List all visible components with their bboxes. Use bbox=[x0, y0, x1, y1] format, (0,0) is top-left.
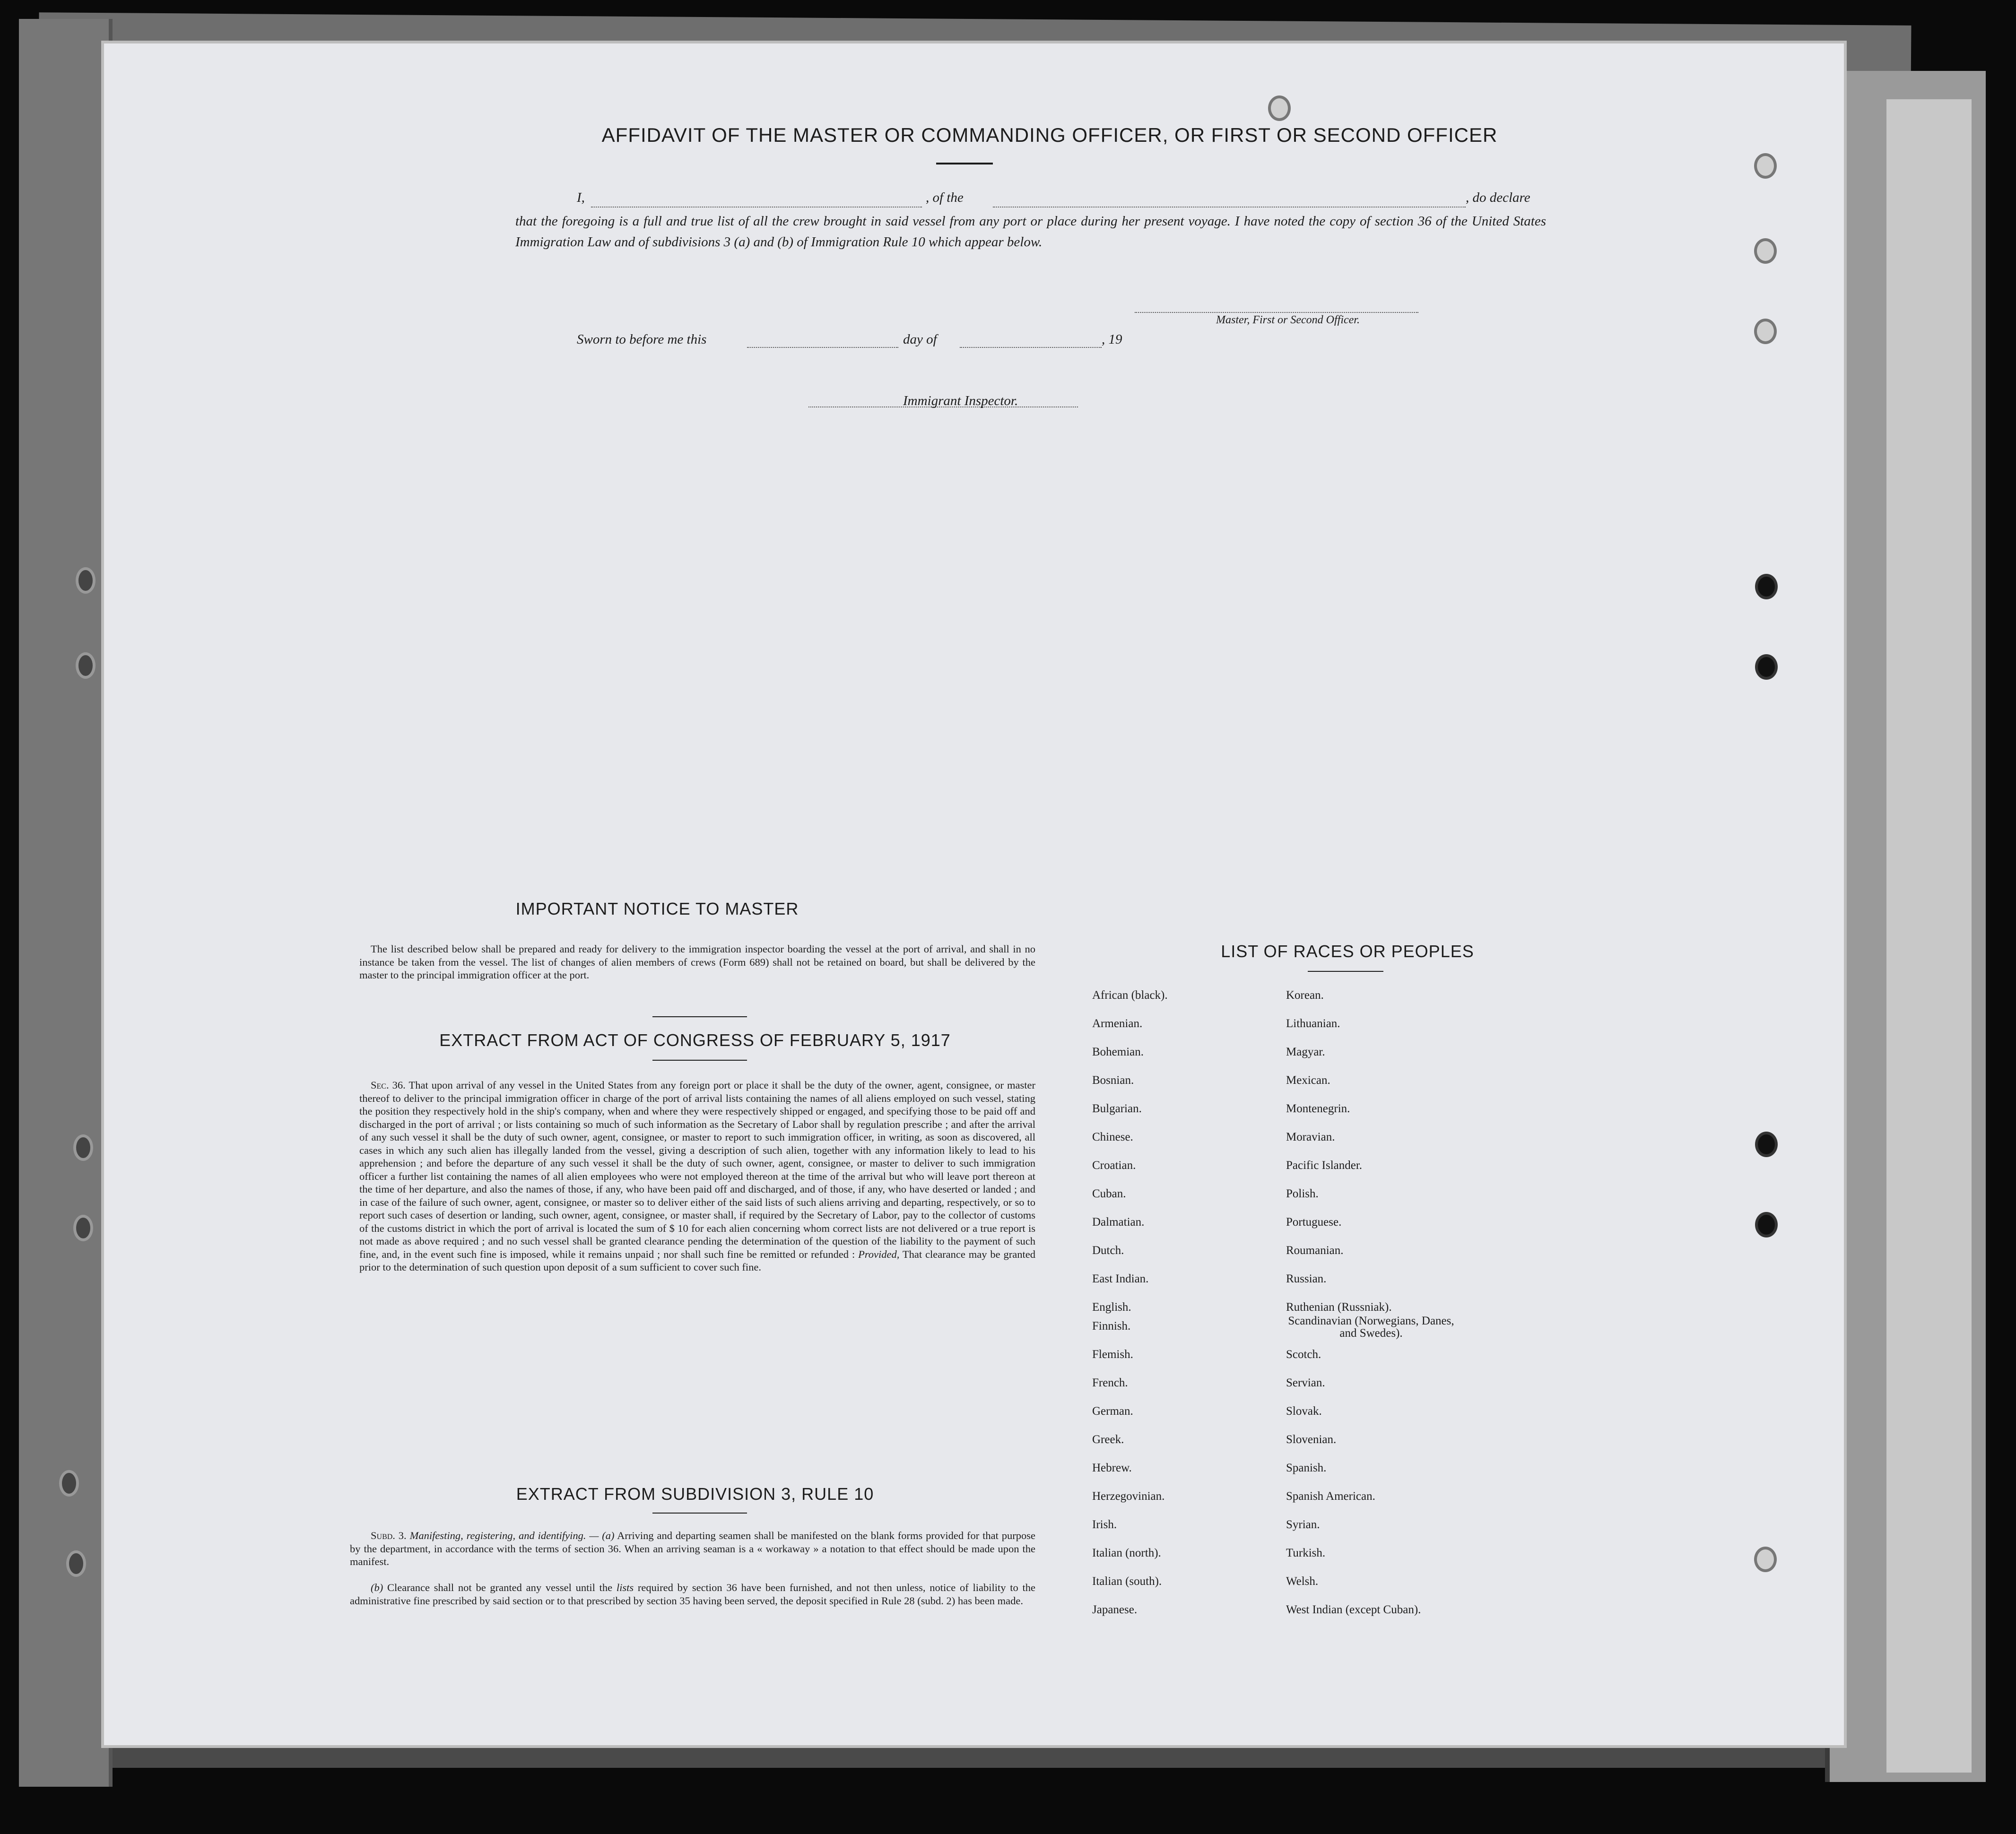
act-provided: Provided, bbox=[858, 1248, 900, 1260]
race-item: Ruthenian (Russniak). bbox=[1286, 1301, 1392, 1314]
rule-a-body: Arriving and departing seamen shall be manifested on the blank forms provided for that purpose by the department, in accordance with the terms of section 36. When an arriving seaman is a « workaway » a notation to that effect should be made upon the manifest. bbox=[350, 1530, 1036, 1567]
sworn-month-blank bbox=[960, 347, 1102, 348]
name-blank bbox=[591, 207, 922, 208]
rule-b-body-1: Clearance shall not be granted any vessel until the bbox=[383, 1582, 617, 1593]
punch-hole bbox=[1754, 1547, 1777, 1572]
race-item: Bosnian. bbox=[1092, 1074, 1134, 1087]
race-item: Magyar. bbox=[1286, 1046, 1325, 1058]
punch-hole bbox=[1754, 319, 1777, 344]
race-item: Croatian. bbox=[1092, 1159, 1136, 1172]
act-title: EXTRACT FROM ACT OF CONGRESS OF FEBRUARY 5, 1917 bbox=[439, 1030, 951, 1050]
race-item: Flemish. bbox=[1092, 1348, 1133, 1361]
divider bbox=[652, 1060, 747, 1061]
race-item: Russian. bbox=[1286, 1272, 1327, 1285]
year-text: , 19 bbox=[1102, 332, 1122, 347]
rule-title: EXTRACT FROM SUBDIVISION 3, RULE 10 bbox=[516, 1484, 874, 1504]
race-item: East Indian. bbox=[1092, 1272, 1149, 1285]
race-item: Spanish American. bbox=[1286, 1490, 1375, 1503]
race-item: Hebrew. bbox=[1092, 1462, 1132, 1474]
race-item: Korean. bbox=[1286, 989, 1324, 1002]
race-item: Slovak. bbox=[1286, 1405, 1322, 1418]
notice-title: IMPORTANT NOTICE TO MASTER bbox=[515, 899, 799, 918]
race-item: Dalmatian. bbox=[1092, 1216, 1145, 1228]
race-item: Italian (north). bbox=[1092, 1547, 1161, 1559]
race-item: Lithuanian. bbox=[1286, 1017, 1340, 1030]
binder-hole bbox=[73, 1215, 93, 1241]
rule-subd-title: Manifesting, registering, and identifying. — (a) bbox=[409, 1530, 615, 1541]
race-item: Servian. bbox=[1286, 1376, 1325, 1389]
binder-strip bbox=[19, 19, 113, 1787]
affidavit-declare: , do declare bbox=[1466, 190, 1530, 205]
race-item: Chinese. bbox=[1092, 1131, 1133, 1143]
punch-hole bbox=[1754, 238, 1777, 264]
rule-b-body-2: required by section 36 have been furnished, and not then unless, notice of liability to the administrative fine prescribed by said section or to that prescribed by section 35 having been served, the deposit specified in Rule 28 (subd. 2) has been made. bbox=[350, 1582, 1035, 1607]
race-item: Herzegovinian. bbox=[1092, 1490, 1165, 1503]
race-item: Cuban. bbox=[1092, 1187, 1126, 1200]
affidavit-i: I, bbox=[577, 190, 585, 205]
act-body-end: That clearance may be granted prior to the determination of such question upon deposit of a sum sufficient to cover such fine. bbox=[359, 1248, 1035, 1273]
race-item: Syrian. bbox=[1286, 1518, 1320, 1531]
race-item: Mexican. bbox=[1286, 1074, 1330, 1087]
divider bbox=[652, 1513, 747, 1514]
sworn-text: Sworn to before me this bbox=[577, 332, 707, 347]
punch-hole bbox=[1755, 1132, 1778, 1157]
affidavit-body: that the foregoing is a full and true list of all the crew brought in said vessel from any port or place during her present voyage. I have noted the copy of section 36 of the United States Immigration Law and of subdivisions 3 (a) and (b) of Immigration Rule 10 which appear below. bbox=[515, 214, 1546, 250]
punch-hole bbox=[1755, 654, 1778, 680]
race-item: Portuguese. bbox=[1286, 1216, 1342, 1228]
rule-a bbox=[350, 1529, 1035, 1568]
sworn-day-blank bbox=[747, 347, 898, 348]
race-item: Pacific Islander. bbox=[1286, 1159, 1363, 1172]
vessel-blank bbox=[993, 207, 1466, 208]
punch-hole bbox=[1755, 1212, 1778, 1237]
race-item: Welsh. bbox=[1286, 1575, 1319, 1588]
race-item: Spanish. bbox=[1286, 1462, 1327, 1474]
race-item: Roumanian. bbox=[1286, 1244, 1344, 1257]
race-item: African (black). bbox=[1092, 989, 1168, 1002]
rule-b-lists: lists bbox=[616, 1582, 634, 1593]
act-body bbox=[359, 1079, 1035, 1274]
race-item: Bohemian. bbox=[1092, 1046, 1144, 1058]
punch-hole bbox=[1268, 95, 1291, 121]
race-item: Irish. bbox=[1092, 1518, 1117, 1531]
act-body-text: That upon arrival of any vessel in the United States from any foreign port or place it shall be the duty of the owner, agent, consignee, or master thereof to deliver to the principal immigration officer in charge of the port of arrival lists containing the names of all aliens employed on such vessel, stating the position they respectively hold in the ship's company, when and where they were respectively shipped or engaged, and specifying those to be paid off and discharged in the port of arrival ; or lists containing so much of such information as the Secretary of Labor shall by regulation prescribe ; and after the arrival of any such vessel it shall be the duty of such owner, agent, consignee, or master to report to such immigration officer, in writing, as soon as discovered, all cases in which any such alien has illegally landed from the vessel, giving a description of such alien, together with any information likely to lead to his apprehension ; and before the departure of any such vessel it shall be the duty of such owner, agent, consignee, or master to deliver to such immigration officer a further list containing the names of all alien employees who were not employed thereon at the time of the arrival but who will leave port thereon at the time of her departure, and also the names of those, if any, who have been paid off and discharged, and of those, if any, who have deserted or landed ; and in case of the failure of such owner, agent, consignee, or master so to deliver either of the said lists of such aliens arriving and departing, respectively, or so to report such cases of desertion or landing, such owner, agent, consignee, or master shall, if required by the Secretary of Labor, pay to the collector of customs of the customs district in which the port of arrival is located the sum of $ 10 for each alien concerning whom correct lists are not delivered or a true report is not made as above required ; and no such vessel shall be granted clearance pending the determination of the question of the liability to the payment of such fine, and, in the event such fine is imposed, while it remains unpaid ; nor shall such fine be remitted or refunded : bbox=[359, 1079, 1036, 1260]
race-item: Bulgarian. bbox=[1092, 1102, 1142, 1115]
inspector-label: Immigrant Inspector. bbox=[903, 393, 1018, 408]
race-item: English. bbox=[1092, 1301, 1131, 1314]
notice-body: The list described below shall be prepared and ready for delivery to the immigration inspector boarding the vessel at the port of arrival, and shall in no instance be taken from the vessel. The list of changes of alien members of crews (Form 689) shall not be retained on board, but shall be delivered by the master to the principal immigration officer at the port. bbox=[359, 943, 1035, 981]
race-item: Scandinavian (Norwegians, Danes, and Swedes). bbox=[1288, 1315, 1454, 1340]
binder-hole bbox=[76, 567, 96, 594]
race-item: Dutch. bbox=[1092, 1244, 1124, 1257]
rule-b bbox=[350, 1581, 1035, 1607]
divider bbox=[652, 1016, 747, 1017]
race-item: Polish. bbox=[1286, 1187, 1319, 1200]
title-underline bbox=[936, 163, 993, 164]
binder-hole bbox=[73, 1134, 93, 1161]
binder-hole bbox=[76, 652, 96, 679]
binder-hole bbox=[59, 1470, 79, 1497]
race-item: Armenian. bbox=[1092, 1017, 1143, 1030]
race-item: French. bbox=[1092, 1376, 1128, 1389]
binder-hole bbox=[66, 1550, 86, 1577]
punch-hole bbox=[1755, 574, 1778, 599]
rule-subd-label: Subd. 3. bbox=[371, 1530, 407, 1541]
punch-hole bbox=[1754, 153, 1777, 179]
document-page bbox=[104, 43, 1844, 1745]
races-title: LIST OF RACES OR PEOPLES bbox=[1221, 942, 1474, 961]
race-item: Finnish. bbox=[1092, 1320, 1131, 1332]
affidavit-title: AFFIDAVIT OF THE MASTER OR COMMANDING OFFICER, OR FIRST OR SECOND OFFICER bbox=[601, 124, 1498, 146]
page-stack-edge-light bbox=[1886, 99, 1972, 1773]
rule-b-label: (b) bbox=[371, 1582, 383, 1593]
race-item: Scotch. bbox=[1286, 1348, 1321, 1361]
race-item: Moravian. bbox=[1286, 1131, 1335, 1143]
race-item: West Indian (except Cuban). bbox=[1286, 1603, 1421, 1616]
act-sec-label: Sec. 36. bbox=[371, 1079, 406, 1091]
master-label: Master, First or Second Officer. bbox=[1216, 314, 1360, 326]
divider bbox=[1308, 971, 1383, 972]
race-item: Japanese. bbox=[1092, 1603, 1138, 1616]
affidavit-of-the: , of the bbox=[926, 190, 964, 205]
race-item: Greek. bbox=[1092, 1433, 1124, 1446]
race-item: Italian (south). bbox=[1092, 1575, 1162, 1588]
day-of-text: day of bbox=[903, 332, 937, 347]
race-item: Turkish. bbox=[1286, 1547, 1326, 1559]
race-item: German. bbox=[1092, 1405, 1133, 1418]
race-item: Slovenian. bbox=[1286, 1433, 1337, 1446]
master-signature-line bbox=[1135, 312, 1418, 313]
race-item: Montenegrin. bbox=[1286, 1102, 1350, 1115]
